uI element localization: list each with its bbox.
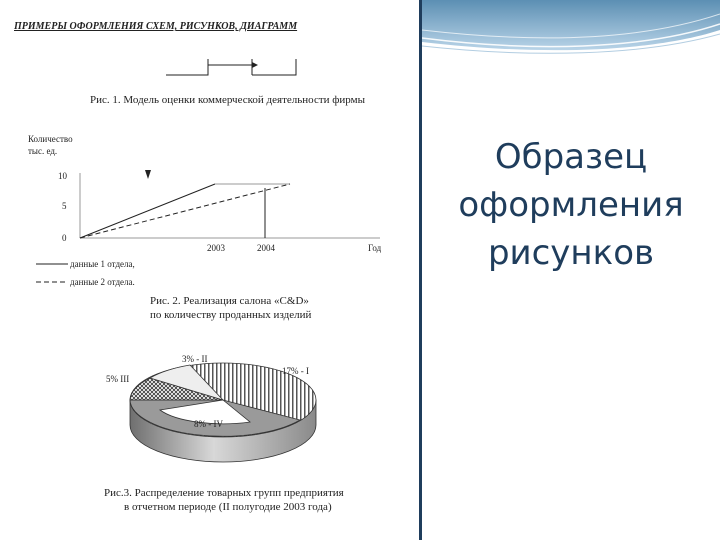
pie-label-8-iv: 8% - IV (194, 419, 223, 429)
fig2-y-label-1: Количество (28, 134, 73, 144)
fig2-legend-1: данные 1 отдела, (70, 259, 135, 269)
fig1-schema (160, 55, 310, 81)
fig2-legend-2: данные 2 отдела. (70, 277, 135, 287)
pie-label-3-ii: 3% - II (182, 354, 208, 364)
slide-title-line-2: оформления (458, 185, 684, 225)
title-panel (422, 0, 720, 540)
slide-title-line-3: рисунков (487, 233, 655, 273)
wave-decoration (422, 0, 720, 62)
slide-title-line-1: Образец (494, 137, 648, 177)
slide-title (422, 133, 720, 277)
fig2-x-label: Год (368, 243, 382, 253)
fig2-x-tick-2003: 2003 (207, 243, 225, 253)
fig2-caption-2: по количеству проданных изделий (150, 309, 312, 321)
fig2-x-tick-2004: 2004 (257, 243, 275, 253)
fig2-y-label-2: тыс. ед. (28, 146, 58, 156)
fig2-y-tick-0: 0 (62, 233, 67, 243)
fig2-marker (145, 170, 151, 179)
fig2-legend-swatches (34, 258, 74, 288)
fig2-chart (0, 155, 420, 255)
pie-label-17-i: 17% - I (282, 366, 309, 376)
fig3-caption-1: Рис.3. Распределение товарных групп предприятия (104, 487, 344, 499)
fig2-series-1-line (80, 184, 215, 238)
fig2-series-2-line (80, 184, 290, 238)
fig1-caption: Рис. 1. Модель оценки коммерческой деятельности фирмы (90, 94, 365, 106)
document-heading: ПРИМЕРЫ ОФОРМЛЕНИЯ СХЕМ, РИСУНКОВ, ДИАГРАММ (14, 21, 298, 32)
fig3-pie-chart (0, 340, 420, 475)
pie-label-5-iii: 5% III (106, 374, 130, 384)
fig2-y-tick-10: 10 (58, 171, 67, 181)
fig2-y-tick-5: 5 (62, 201, 67, 211)
fig3-caption-2: в отчетном периоде (II полугодие 2003 года) (124, 501, 332, 513)
fig2-caption-1: Рис. 2. Реализация салона «С&D» (150, 295, 309, 307)
